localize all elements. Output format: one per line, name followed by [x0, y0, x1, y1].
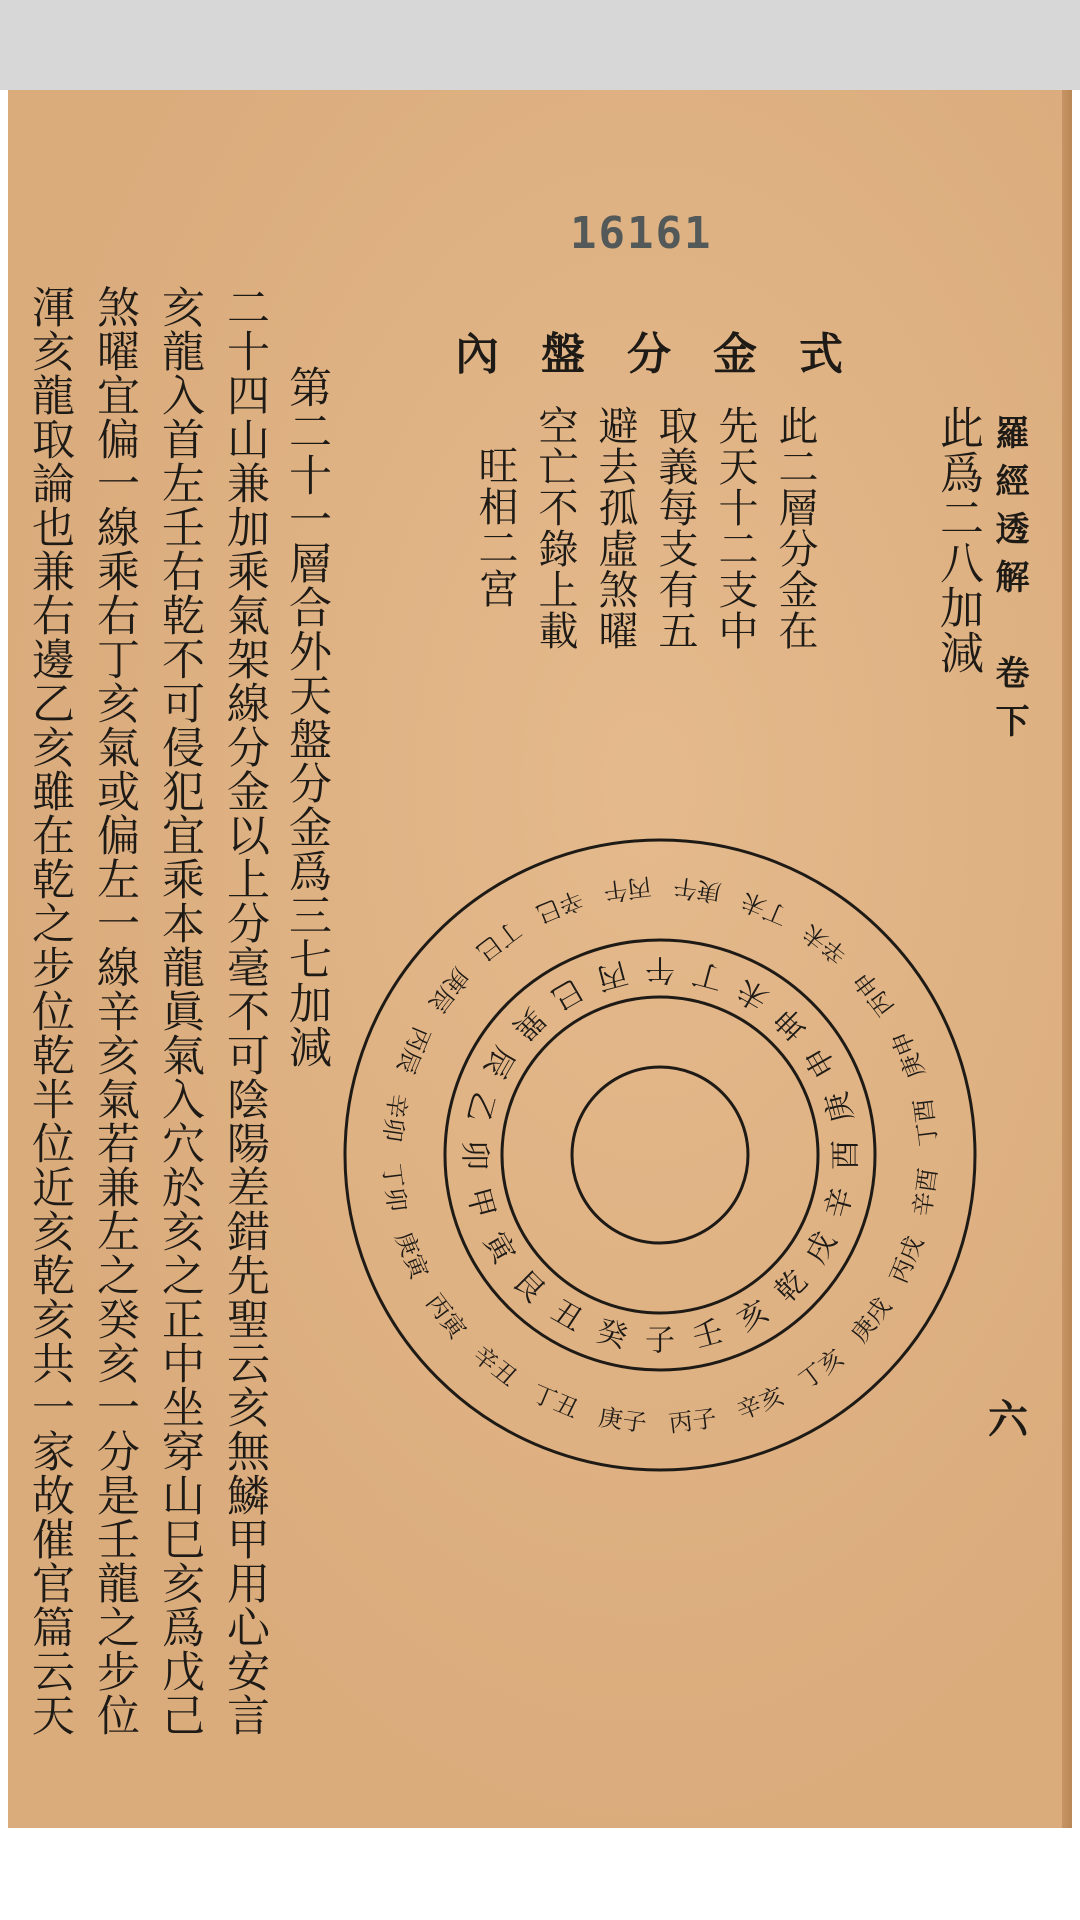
inner-ring-label-0: 子 [645, 1323, 675, 1359]
inner-ring-label-21: 乾 [768, 1263, 815, 1310]
outer-ring-label-11: 辛巳 [532, 884, 588, 929]
scan-top-border [0, 0, 1080, 90]
outer-ring-label-21: 庚戌 [845, 1292, 898, 1348]
dial-middle-ring [445, 940, 875, 1370]
dial-inner-ring [502, 997, 818, 1313]
note-column-6: 旺相二宮 [472, 445, 518, 609]
note-column-5: 空亡不錄上載 [532, 405, 578, 651]
outer-ring-label-16: 丙申 [848, 966, 900, 1022]
outer-ring-label-3: 辛丑 [467, 1340, 523, 1393]
outer-ring-label-8: 丙辰 [391, 1022, 436, 1078]
outer-ring-label-1: 庚子 [596, 1403, 649, 1438]
inner-ring-label-18: 酉 [828, 1140, 864, 1170]
inner-ring-label-15: 坤 [768, 1000, 815, 1047]
body-column-4: 煞曜宜偏一線乘右丁亥氣或偏左一線辛亥氣若兼左之癸亥一分是壬龍之步位 [90, 285, 140, 1737]
inner-ring-label-13: 丁 [689, 954, 728, 997]
outer-ring-label-4: 丙寅 [420, 1288, 472, 1344]
inner-ring-label-16: 申 [798, 1040, 844, 1084]
inner-ring-label-17: 庚 [818, 1087, 861, 1126]
outer-ring-label-15: 辛未 [797, 917, 853, 970]
luopan-dial-diagram [335, 830, 985, 1480]
outer-ring-label-6: 丁卯 [377, 1162, 411, 1214]
outer-ring-label-10: 丁巳 [471, 915, 527, 967]
book-header: 羅經透解 卷下 [989, 415, 1029, 751]
inner-ring-label-4: 寅 [476, 1226, 522, 1270]
inner-ring-label-19: 辛 [818, 1184, 861, 1223]
dial-center-ring [572, 1067, 748, 1243]
inner-ring-label-12: 午 [645, 951, 675, 987]
inner-ring-label-group [457, 952, 864, 1359]
note-column-3: 取義每支有五 [652, 405, 698, 651]
page-title: 此爲二八加減 [932, 405, 983, 675]
outer-ring-label-19: 辛酉 [908, 1166, 943, 1219]
outer-ring-label-23: 辛亥 [732, 1381, 788, 1426]
body-column-1: 第二十一層合外天盤分金爲三七加減 [282, 365, 332, 1069]
outer-ring-label-0: 丙子 [667, 1404, 719, 1438]
inner-ring-label-2: 丑 [545, 1293, 589, 1339]
outer-ring-label-20: 丙戌 [884, 1232, 929, 1288]
body-column-5: 渾亥龍取論也兼右邊乙亥雖在乾之步位乾半位近亥乾亥共一家故催官篇云天 [25, 285, 75, 1737]
outer-ring-label-13: 庚午 [671, 872, 724, 907]
body-column-2: 二十四山兼加乘氣架線分金以上分毫不可陰陽差錯先聖云亥無鱗甲用心安言 [220, 285, 270, 1737]
outer-ring-label-18: 丁酉 [909, 1096, 943, 1148]
page-number: 六 [988, 1396, 1028, 1443]
inner-ring-label-20: 戌 [798, 1226, 844, 1270]
outer-ring-label-5: 庚寅 [389, 1227, 434, 1283]
note-column-1: 此二層分金在 [772, 405, 818, 651]
inner-ring-label-1: 癸 [592, 1313, 631, 1356]
outer-ring-label-7: 辛卯 [377, 1091, 412, 1144]
page-edge [1062, 90, 1072, 1828]
inner-ring-label-9: 巽 [505, 1000, 552, 1047]
outer-ring-label-12: 丙午 [601, 872, 653, 906]
body-column-3: 亥龍入首左壬右乾不可侵犯宜乘本龍眞氣入穴於亥之正中坐穿山巳亥爲戊己 [155, 285, 205, 1737]
library-stamp-number: 16161 [570, 208, 713, 259]
outer-ring-label-22: 丁亥 [793, 1343, 849, 1395]
outer-ring-label-17: 庚申 [886, 1027, 931, 1083]
outer-ring-label-2: 丁丑 [527, 1379, 583, 1424]
inner-ring-label-22: 亥 [731, 1293, 775, 1339]
inner-ring-label-7: 乙 [459, 1087, 502, 1126]
note-column-4: 避去孤虛煞曜 [592, 405, 638, 651]
inner-ring-label-14: 未 [731, 971, 775, 1017]
inner-ring-label-10: 巳 [545, 971, 589, 1017]
inner-ring-label-8: 辰 [476, 1040, 522, 1084]
inner-ring-label-3: 艮 [505, 1263, 552, 1310]
diagram-title: 內盤分金式 [455, 329, 885, 380]
outer-ring-label-9: 庚辰 [422, 962, 475, 1018]
inner-ring-label-6: 卯 [456, 1140, 492, 1170]
outer-ring-label-14: 丁未 [737, 886, 793, 931]
inner-ring-label-5: 甲 [459, 1184, 502, 1223]
dial-outer-ring [345, 840, 975, 1470]
inner-ring-label-11: 丙 [592, 954, 631, 997]
scan-bottom-border [0, 1828, 1080, 1920]
note-column-2: 先天十二支中 [712, 405, 758, 651]
inner-ring-label-23: 壬 [689, 1313, 728, 1356]
